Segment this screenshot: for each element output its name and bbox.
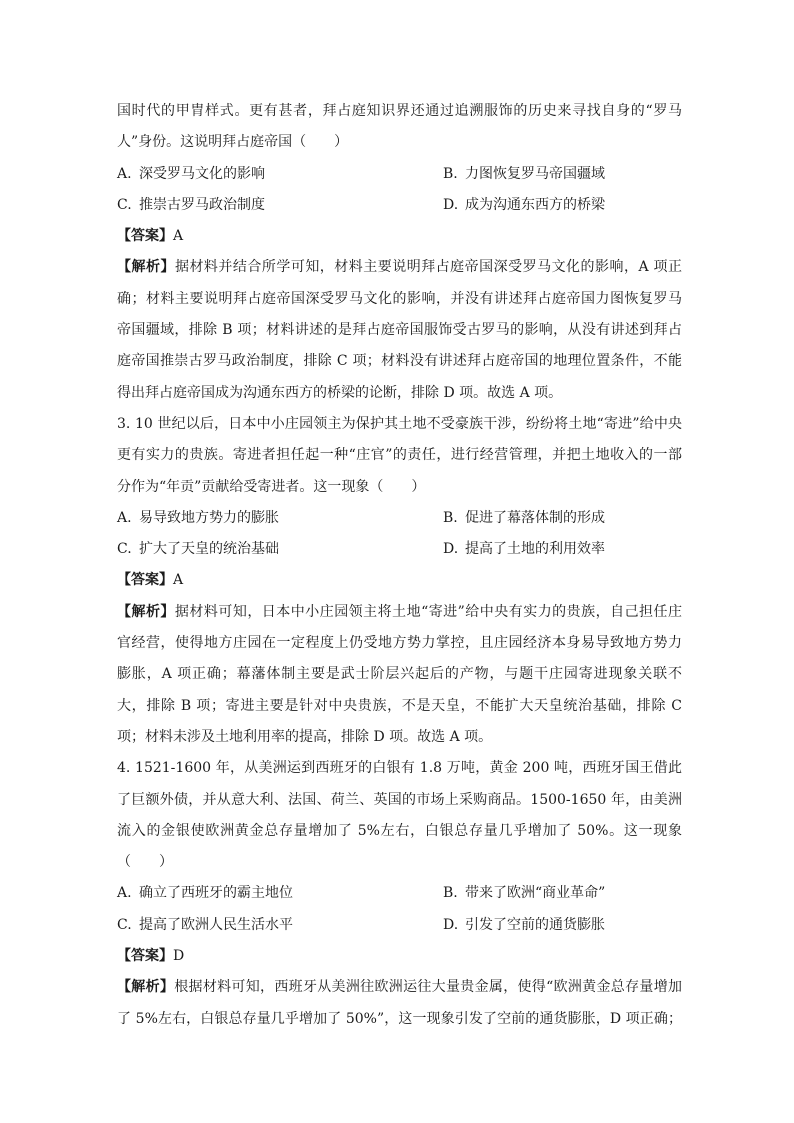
analysis-tag: 【解析】	[117, 979, 175, 996]
q4-stem-line-3: 流入的金银使欧洲黄金总存量增加了 5%左右，白银总存量几乎增加了 50%。这一现象	[117, 822, 682, 839]
q4-stem-line-1: 4. 1521-1600 年，从美洲运到西班牙的白银有 1.8 万吨，黄金 200 吨，西班牙国王借此	[117, 760, 682, 777]
q3-option-a: A. 易导致地方势力的膨胀	[117, 509, 279, 526]
q3-options-row-2	[117, 534, 682, 565]
q2-option-c: C. 推崇古罗马政治制度	[117, 196, 265, 213]
q3-option-b: B. 促进了幕落体制的形成	[443, 509, 605, 526]
q3-stem-line-1: 3. 10 世纪以后，日本中小庄园领主为保护其土地不受豪族干涉，纷纷将土地“寄进”给中央	[117, 415, 682, 432]
answer-value: D	[173, 948, 185, 965]
q4-option-a: A. 确立了西班牙的霸主地位	[117, 885, 293, 902]
q2-stem-line-2: 人”身份。这说明拜占庭帝国（ ）	[117, 134, 349, 151]
q4-option-b: B. 带来了欧洲“商业革命”	[443, 885, 606, 902]
q4-option-d: D. 引发了空前的通货膨胀	[443, 916, 605, 933]
analysis-tag: 【解析】	[117, 603, 175, 620]
document-page	[117, 96, 682, 1035]
q3-analysis-line-2: 官经营，使得地方庄园在一定程度上仍受地方势力掌控，且庄园经济本身易导致地方势力	[117, 635, 682, 652]
q4-options-row-2	[117, 910, 682, 941]
answer-tag: 【答案】	[117, 948, 173, 965]
q4-stem-line-2: 了巨额外债，并从意大利、法国、荷兰、英国的市场上采购商品。1500-1650 年，由美洲	[117, 791, 682, 808]
answer-tag: 【答案】	[117, 572, 173, 589]
q2-answer	[117, 221, 682, 252]
q3-option-c: C. 扩大了天皇的统治基础	[117, 541, 279, 558]
q4-answer	[117, 941, 682, 972]
q2-options-row-1	[117, 159, 682, 190]
q3-options-row-1	[117, 503, 682, 534]
answer-value: A	[173, 228, 184, 245]
q2-analysis-line-4: 庭帝国推崇古罗马政治制度，排除 C 项；材料没有讲述拜占庭帝国的地理位置条件，不能	[117, 353, 682, 370]
q2-option-d: D. 成为沟通东西方的桥梁	[443, 196, 605, 213]
q2-analysis-line-5: 得出拜占庭帝国成为沟通东西方的桥梁的论断，排除 D 项。故选 A 项。	[117, 384, 563, 401]
q3-stem-line-2: 更有实力的贵族。寄进者担任起一种“庄官”的责任，进行经营管理，并把土地收入的一部	[117, 447, 682, 464]
q4-analysis-line-2: 了 5%左右，白银总存量几乎增加了 50%”，这一现象引发了空前的通货膨胀，D 项正确；	[117, 1010, 682, 1027]
q2-option-b: B. 力图恢复罗马帝国疆域	[443, 165, 605, 182]
q2-stem-line-1: 国时代的甲胄样式。更有甚者，拜占庭知识界还通过追溯服饰的历史来寻找自身的“罗马	[117, 103, 682, 119]
q3-analysis-line-5: 项；材料未涉及土地利用率的提高，排除 D 项。故选 A 项。	[117, 728, 493, 745]
q4-options-row-1	[117, 878, 682, 909]
q3-analysis-line-4: 大，排除 B 项；寄进主要是针对中央贵族，不是天皇，不能扩大天皇统治基础，排除 C	[117, 697, 682, 714]
analysis-tag: 【解析】	[117, 259, 175, 276]
answer-tag: 【答案】	[117, 228, 173, 245]
q3-option-d: D. 提高了土地的利用效率	[443, 541, 605, 558]
q4-stem-line-4: （ ）	[117, 854, 173, 871]
q2-option-a: A. 深受罗马文化的影响	[117, 165, 265, 182]
q3-analysis-line-1: 【解析】据材料可知，日本中小庄园领主将土地“寄进”给中央有实力的贵族，自己担任庄	[117, 603, 682, 620]
q3-answer	[117, 565, 682, 596]
q3-stem-line-3: 分作为“年贡”贡献给受寄进者。这一现象（ ）	[117, 478, 426, 495]
q2-analysis-line-1: 【解析】据材料并结合所学可知，材料主要说明拜占庭帝国深受罗马文化的影响，A 项正	[117, 259, 682, 276]
q4-option-c: C. 提高了欧洲人民生活水平	[117, 916, 293, 933]
q2-options-row-2	[117, 190, 682, 221]
q3-analysis-line-3: 膨胀，A 项正确；幕藩体制主要是武士阶层兴起后的产物，与题干庄园寄进现象关联不	[117, 666, 682, 683]
answer-value: A	[173, 572, 184, 589]
q2-analysis-line-3: 帝国疆域，排除 B 项；材料讲述的是拜占庭帝国服饰受古罗马的影响，从没有讲述到拜占	[117, 322, 682, 339]
q4-analysis-line-1: 【解析】根据材料可知，西班牙从美洲往欧洲运往大量贵金属，使得“欧洲黄金总存量增加	[117, 979, 682, 996]
q2-analysis-line-2: 确；材料主要说明拜占庭帝国深受罗马文化的影响，并没有讲述拜占庭帝国力图恢复罗马	[117, 290, 682, 307]
